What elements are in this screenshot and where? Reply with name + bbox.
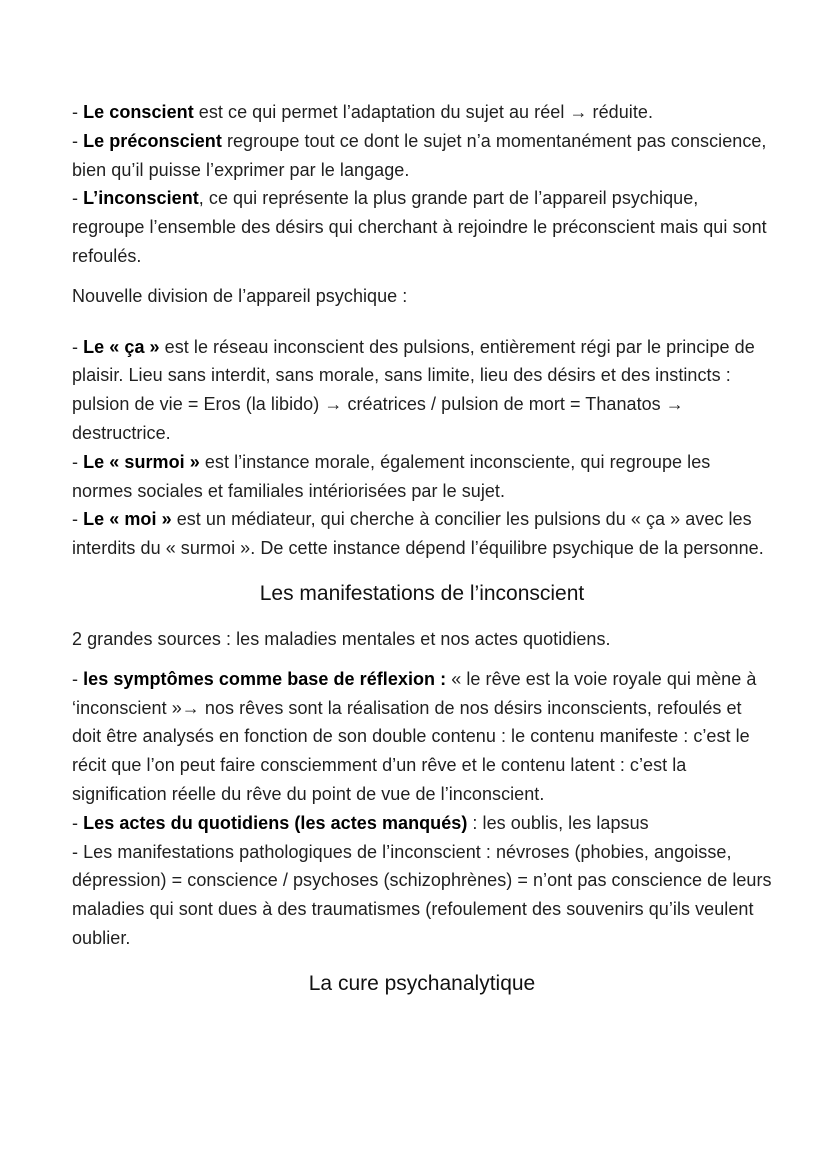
paragraph-ca — [72, 333, 772, 448]
term-symptomes: les symptômes comme base de réflexion : — [83, 668, 447, 689]
paragraph-inconscient — [72, 184, 772, 270]
term-actes-manques: Les actes du quotidiens (les actes manqués) — [83, 812, 468, 833]
text: créatrices / pulsion de mort = Thanatos — [342, 394, 666, 415]
dash: - — [72, 102, 84, 122]
heading-cure: La cure psychanalytique — [308, 971, 536, 995]
paragraph-sources: 2 grandes sources : les maladies mentales et nos actes quotidiens. — [72, 628, 611, 649]
paragraph-nouvelle-division: Nouvelle division de l’appareil psychique : — [72, 285, 408, 306]
dash: - — [72, 336, 84, 357]
term-ca: Le « ça » — [83, 336, 160, 357]
dash: - — [72, 509, 84, 530]
term-preconscient: Le préconscient — [83, 130, 222, 151]
paragraph-surmoi — [72, 448, 772, 506]
paragraph-actes-manques — [72, 809, 772, 838]
term-conscient: Le conscient — [83, 102, 194, 122]
paragraph-pathologiques — [72, 838, 772, 953]
text: est un médiateur, qui cherche à concilier les pulsions du « ça » avec les interdits du « surmoi ». De cette instance dépend l’équilibre psychique de la personne. — [72, 509, 764, 559]
text: est le réseau inconscient des pulsions, entièrement régi par le principe de plaisir. Lieu sans interdit, sans morale, sans limite, lieu des désirs et des instincts : pulsion de vie = Eros (la libido) — [72, 336, 755, 415]
text: regroupe tout ce dont le sujet n’a momentanément pas conscience, bien qu’il puisse l’exprimer par le langage. — [72, 130, 767, 180]
paragraph-preconscient — [72, 127, 772, 185]
heading-manifestations: Les manifestations de l’inconscient — [259, 581, 585, 605]
paragraph-moi — [72, 505, 772, 563]
dash: - — [72, 841, 84, 862]
text: destructrice. — [72, 422, 171, 443]
dash: - — [72, 188, 84, 209]
text: , ce qui représente la plus grande part de l’appareil psychique, regroupe l’ensemble des désirs qui cherchant à rejoindre le préconscient mais qui sont refoulés. — [72, 188, 767, 266]
arrow-icon: → — [665, 394, 684, 415]
text: « le rêve est la voie royale qui mène à ‘inconscient » — [72, 668, 757, 718]
arrow-icon: → — [569, 102, 588, 122]
document-page — [72, 98, 772, 998]
dash: - — [72, 812, 84, 833]
arrow-icon: → — [181, 697, 200, 718]
text: nos rêves sont la réalisation de nos désirs inconscients, refoulés et doit être analysés en fonction de son double contenu : le contenu manifeste : c’est le récit que l’on peut faire consciemment d’un rêve et le contenu latent : c’est la signification réelle du rêve du point de vue de l’inconscient. — [72, 697, 750, 804]
term-inconscient: L’inconscient — [83, 188, 199, 209]
dash: - — [72, 451, 84, 472]
dash: - — [72, 130, 84, 151]
arrow-icon: → — [324, 394, 343, 415]
text: est ce qui permet l’adaptation du sujet au réel — [193, 102, 570, 122]
term-moi: Le « moi » — [83, 509, 172, 530]
paragraph-symptomes — [72, 665, 772, 809]
text: est l’instance morale, également inconsciente, qui regroupe les normes sociales et familiales intériorisées par le sujet. — [72, 451, 711, 501]
text: Les manifestations pathologiques de l’inconscient : névroses (phobies, angoisse, dépression) = conscience / psychoses (schizophrènes) = n’ont pas conscience de leurs maladies qui sont dues à des traumatismes (refoulement des souvenirs qu’ils veulent oublier. — [72, 841, 772, 948]
text: réduite. — [587, 102, 653, 122]
dash: - — [72, 668, 84, 689]
paragraph-conscient — [72, 98, 772, 127]
term-surmoi: Le « surmoi » — [83, 451, 200, 472]
text: : les oublis, les lapsus — [467, 812, 649, 833]
